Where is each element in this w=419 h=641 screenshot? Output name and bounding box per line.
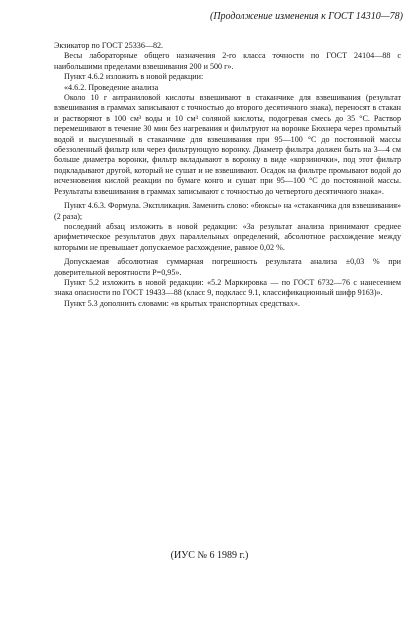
paragraph-desiccator: Экзикатор по ГОСТ 25336—82.	[54, 41, 164, 50]
paragraph-4-6-3: Пункт 4.6.3. Формула. Экспликация. Заменить слово: «бюксы» на «стаканчика для взвешивания» (2 раза);	[54, 201, 401, 221]
paragraph-analysis-procedure: Около 10 г антраниловой кислоты взвешивают в стаканчике для взвешивания (результат взвешивания в граммах записывают с точностью до второго десятичного знака), переносят в стакан и растворяют в 100 см³ воды и 10 см³ соляной кислоты, подогревая смесь до 35 °С. Раствор перемешивают в течение 30 мин без нагревания и фильтруют на воронке Бюхнера через промытый водой и высушенный в стаканчике для взвешивания при 95—100 °С до постоянной массы обеззоленный фильтр или через фильтрующую воронку. Диаметр фильтра должен быть на 3—4 см больше диаметра воронки, фильтр вкладывают в воронку в виде «корзиночки», под этот фильтр подкладывают другой, который не сушат и не взвешивают. Осадок на фильтре промывают водой до исчезновения кислой реакции по бумаге конго и сушат при 95—100 °С до постоянной массы. Результаты взвешивания в граммах записывают с точностью до четвертого десятичного знака».	[54, 93, 401, 196]
page-footer: (ИУС № 6 1989 г.)	[170, 550, 249, 561]
page-header: (Продолжение изменения к ГОСТ 14310—78)	[210, 11, 403, 22]
paragraph-5-3-transport: Пункт 5.3 дополнить словами: «в крытых транспортных средствах».	[64, 298, 300, 308]
paragraph-5-2-marking: Пункт 5.2 изложить в новой редакции: «5.2 Маркировка — по ГОСТ 6732—76 с нанесением знака опасности по ГОСТ 19433—88 (класс 9, подкласс 9.1, классификационный шифр 9163)».	[54, 277, 401, 298]
paragraph-last-paragraph-edit: последний абзац изложить в новой редакции: «За результат анализа принимают среднее арифметическое результатов двух параллельных определений, абсолютное расхождение между которыми не превышает допускаемое расхождение, равное 0,02 %.	[54, 221, 401, 252]
paragraph-scales: Весы лабораторные общего назначения 2-го класса точности по ГОСТ 24104—88 с наибольшими пределами взвешивания 200 и 500 г».	[54, 51, 401, 71]
paragraph-4-6-2-intro: Пункт 4.6.2 изложить в новой редакции:	[64, 72, 204, 82]
document-body	[54, 41, 401, 309]
paragraph-4-6-2-title: «4.6.2. Проведение анализа	[64, 82, 159, 92]
paragraph-error-tolerance: Допускаемая абсолютная суммарная погрешность результата анализа ±0,03 % при доверительной вероятности P=0,95».	[54, 257, 401, 277]
